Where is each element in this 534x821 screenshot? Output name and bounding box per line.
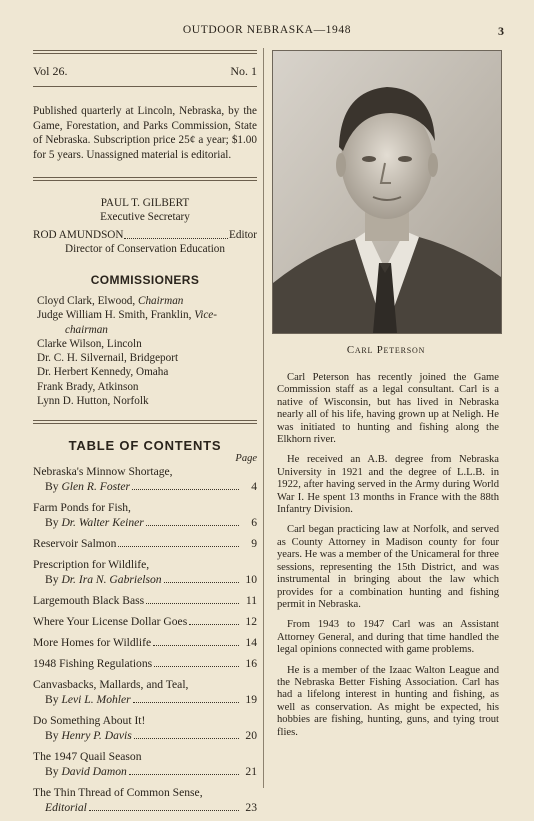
secretary-title: Executive Secretary [100,211,190,223]
publication-info: Published quarterly at Lincoln, Nebraska, by the Game, Forestation, and Parks Commission, State of Nebraska. Subscription price 25¢ a year; $1.00 for 5 years. Unassigned material is editorial. [33,105,257,161]
toc-by: By [45,573,62,587]
rule [33,86,257,87]
toc-author: Editorial [45,801,87,815]
double-rule [33,177,257,181]
toc-author: Glen R. Foster [61,480,131,494]
editor-line [33,228,257,242]
commissioner: Lynn D. Hutton, Norfolk [37,395,149,408]
toc-author-line [33,479,257,494]
toc-author: Levi L. Mohler [61,693,131,707]
leader-dots [134,738,239,739]
toc-page-number: 23 [245,801,257,815]
commissioner: Frank Brady, Atkinson [37,380,139,393]
toc-by: By [45,693,62,707]
toc-by: By [45,480,62,494]
leader-dots [133,702,239,703]
toc-title: The 1947 Quail Season [33,750,142,764]
toc-title: 1948 Fishing Regulations [33,657,153,671]
toc-page-label: Page [235,453,257,465]
toc-title: Prescription for Wildlife, [33,558,150,572]
photo-caption: Carl Peterson [346,344,426,356]
bio-paragraph: He is a member of the Izaac Walton League and the Nebraska Better Fishing Association. Carl has had a lifelong interest in hunting and fishing, as well as conservation. As might be expected, his hobbies are fishing, hunting, guns, and tying trout flies. [277,664,499,738]
bio-paragraph: Carl Peterson has recently joined the Game Commission staff as a legal consultant. Carl is a native of Wisconsin, but has lived in Nebraska nearly all of his life, having grown up at Neligh. He was initiated to hunting and fishing along the Elkhorn river. [277,372,499,446]
toc-author-line [33,692,257,707]
leader-dots [153,645,239,646]
commissioners-heading: COMMISSIONERS [90,273,200,287]
toc-title: Canvasbacks, Mallards, and Teal, [33,678,189,692]
toc-author-line [33,515,257,530]
toc-page-number: 16 [245,657,257,671]
leader-dots [124,228,228,239]
leader-dots [154,666,239,667]
toc-page-number: 20 [245,729,257,743]
running-header [0,24,534,40]
toc-author-line [33,572,257,587]
column-divider [263,48,264,788]
toc-title-line [33,536,257,551]
issue-number: No. 1 [230,64,257,78]
director-title: Director of Conservation Education [65,243,225,255]
toc-entry [33,713,257,743]
table-of-contents [33,464,257,815]
toc-heading: TABLE OF CONTENTS [68,438,222,454]
toc-title-line [33,713,257,728]
toc-entry [33,785,257,815]
toc-title-line [33,464,257,479]
toc-page-number: 9 [251,537,257,551]
leader-dots [146,603,239,604]
toc-page-number: 6 [251,516,257,530]
toc-author-line [33,728,257,743]
toc-entry [33,749,257,779]
portrait-image [273,51,501,333]
toc-title-line [33,557,257,572]
secretary-name: PAUL T. GILBERT [100,197,190,209]
toc-title: The Thin Thread of Common Sense, [33,786,203,800]
toc-title: More Homes for Wildlife [33,636,152,650]
toc-author: Dr. Walter Keiner [61,516,144,530]
toc-title: Farm Ponds for Fish, [33,501,131,515]
leader-dots [118,546,239,547]
toc-title: Do Something About It! [33,714,146,728]
toc-entry [33,614,257,629]
commissioner: Dr. Herbert Kennedy, Omaha [37,366,169,379]
commissioner: Clarke Wilson, Lincoln [37,337,142,350]
toc-title-line [33,677,257,692]
toc-page-number: 21 [245,765,257,779]
commissioner-role: chairman [65,323,108,336]
commissioner: Judge William H. Smith, Franklin, Vice- [37,309,217,322]
toc-title-line [33,785,257,800]
toc-page-number: 10 [245,573,257,587]
toc-page-number: 19 [245,693,257,707]
leader-dots [164,582,239,583]
magazine-title: OUTDOOR NEBRASKA—1948 [182,24,352,36]
portrait-photo [272,50,502,334]
toc-title-line [33,635,257,650]
leader-dots [89,810,239,811]
executive-secretary [33,196,257,224]
toc-entry [33,536,257,551]
toc-title-line [33,500,257,515]
toc-entry [33,656,257,671]
toc-title-line [33,749,257,764]
leader-dots [132,489,239,490]
volume: Vol 26. [33,64,68,78]
left-column [33,50,257,821]
toc-by: By [45,765,62,779]
toc-entry [33,635,257,650]
volume-row [33,54,257,86]
page-number: 3 [498,24,504,38]
commissioner: Cloyd Clark, Elwood, Chairman [37,295,184,307]
toc-author: David Damon [61,765,127,779]
toc-author: Henry P. Davis [61,729,132,743]
double-rule [33,420,257,424]
toc-entry [33,677,257,707]
toc-author-line [33,764,257,779]
toc-page-number: 11 [245,594,257,608]
toc-page-number: 4 [251,480,257,494]
toc-by: By [45,516,62,530]
biography [277,372,499,747]
toc-page-number: 14 [245,636,257,650]
toc-entry [33,593,257,608]
bio-paragraph: He received an A.B. degree from Nebraska University in 1921 and the degree of L.L.B. in 1922, after having served in the Army during World War I. He spent 13 months in France with the 88th Infantry Division. [277,454,499,516]
toc-entry [33,500,257,530]
commissioners-list [33,294,257,408]
toc-title: Where Your License Dollar Goes [33,615,188,629]
toc-page-number: 12 [245,615,257,629]
toc-title: Largemouth Black Bass [33,594,145,608]
leader-dots [189,624,239,625]
toc-by: By [45,729,62,743]
editor-name: ROD AMUNDSON [33,229,124,241]
leader-dots [146,525,239,526]
toc-title-line [33,614,257,629]
leader-dots [129,774,239,775]
toc-author: Dr. Ira N. Gabrielson [61,573,162,587]
toc-title: Nebraska's Minnow Shortage, [33,465,173,479]
toc-title-line [33,593,257,608]
toc-author-line [33,800,257,815]
commissioner: Dr. C. H. Silvernail, Bridgeport [37,352,179,365]
toc-title-line [33,656,257,671]
toc-title: Reservoir Salmon [33,537,117,551]
editor-title: Editor [229,229,257,241]
toc-entry [33,557,257,587]
bio-paragraph: Carl began practicing law at Norfolk, and served as County Attorney in Madison county for four years. He was a member of the Unicameral for three sessions, representing the 15th District, and was instrumental in bringing about the law which provides for a combination hunting and fishing permit in Nebraska. [277,524,499,610]
toc-entry [33,464,257,494]
bio-paragraph: From 1943 to 1947 Carl was an Assistant Attorney General, and during that time handled the legal opinions connected with game problems. [277,619,499,656]
